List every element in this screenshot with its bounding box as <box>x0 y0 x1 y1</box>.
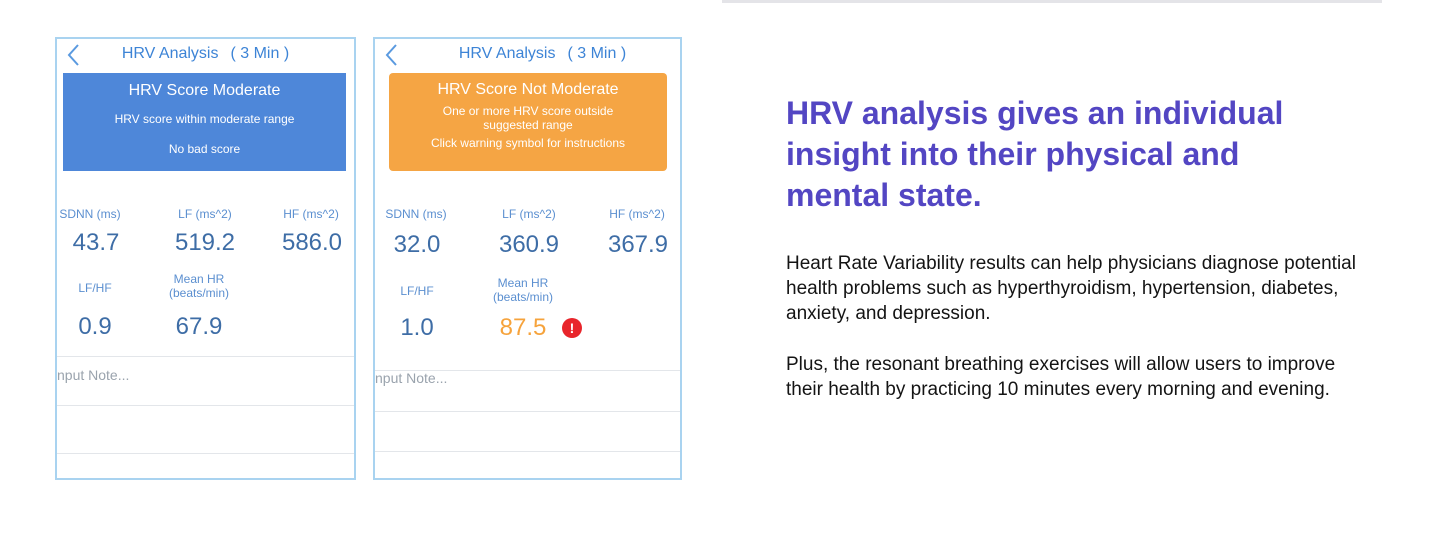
phone-screen-moderate <box>55 37 356 480</box>
sdnn-label: SDNN (ms) <box>59 207 121 221</box>
paragraph-physicians: Heart Rate Variability results can help physicians diagnose potential health problems such as hyperthyroidism, hypertension, diabetes, anxiety, and depression. <box>786 253 1356 324</box>
banner-line-1: One or more HRV score outside suggested range <box>442 104 614 132</box>
lfhf-label: LF/HF <box>78 281 112 295</box>
banner-title: HRV Score Not Moderate <box>437 81 619 98</box>
nav-title: HRV Analysis <box>458 45 556 62</box>
divider <box>57 356 354 357</box>
back-chevron-icon[interactable] <box>381 40 403 70</box>
headline: HRV analysis gives an individual insight into their physical and mental state. <box>786 95 1284 213</box>
nav-title-wrap <box>57 45 354 63</box>
duration-label: ( 3 Min ) <box>567 45 627 62</box>
lfhf-label: LF/HF <box>400 284 434 298</box>
lf-value: 360.9 <box>498 231 560 258</box>
mean-hr-label: Mean HR (beats/min) <box>492 276 554 304</box>
note-input[interactable]: nput Note... <box>57 367 130 383</box>
hf-label: HF (ms^2) <box>283 207 339 221</box>
divider <box>57 405 354 406</box>
nav-bar <box>375 39 680 73</box>
banner-line-2: No bad score <box>168 142 241 156</box>
nav-title: HRV Analysis <box>121 45 219 62</box>
banner-line-2: Click warning symbol for instructions <box>430 136 626 150</box>
mean-hr-value: 87.5 <box>499 314 547 341</box>
phone-screen-not-moderate <box>373 37 682 480</box>
divider <box>375 451 680 452</box>
mean-hr-value: 67.9 <box>175 313 223 340</box>
sdnn-value: 32.0 <box>393 231 441 258</box>
divider <box>57 453 354 454</box>
lfhf-value: 0.9 <box>78 313 112 340</box>
top-divider <box>722 0 1382 3</box>
note-input[interactable]: nput Note... <box>375 370 448 386</box>
lf-value: 519.2 <box>174 229 236 256</box>
banner-title: HRV Score Moderate <box>128 82 281 99</box>
sdnn-value: 43.7 <box>72 229 120 256</box>
duration-label: ( 3 Min ) <box>230 45 290 62</box>
score-banner <box>389 73 667 171</box>
nav-title-wrap <box>405 45 680 63</box>
score-banner <box>63 73 346 171</box>
hf-value: 367.9 <box>607 231 669 258</box>
mean-hr-label: Mean HR (beats/min) <box>168 272 230 300</box>
hf-value: 586.0 <box>281 229 343 256</box>
divider <box>375 411 680 412</box>
banner-line-1: HRV score within moderate range <box>114 112 295 126</box>
nav-bar <box>57 39 354 73</box>
lfhf-value: 1.0 <box>400 314 434 341</box>
warning-icon[interactable]: ! <box>562 318 582 338</box>
sdnn-label: SDNN (ms) <box>385 207 447 221</box>
paragraph-breathing: Plus, the resonant breathing exercises will allow users to improve their health by practicing 10 minutes every morning and evening. <box>786 354 1336 400</box>
lf-label: LF (ms^2) <box>178 207 232 221</box>
lf-label: LF (ms^2) <box>502 207 556 221</box>
hf-label: HF (ms^2) <box>609 207 665 221</box>
